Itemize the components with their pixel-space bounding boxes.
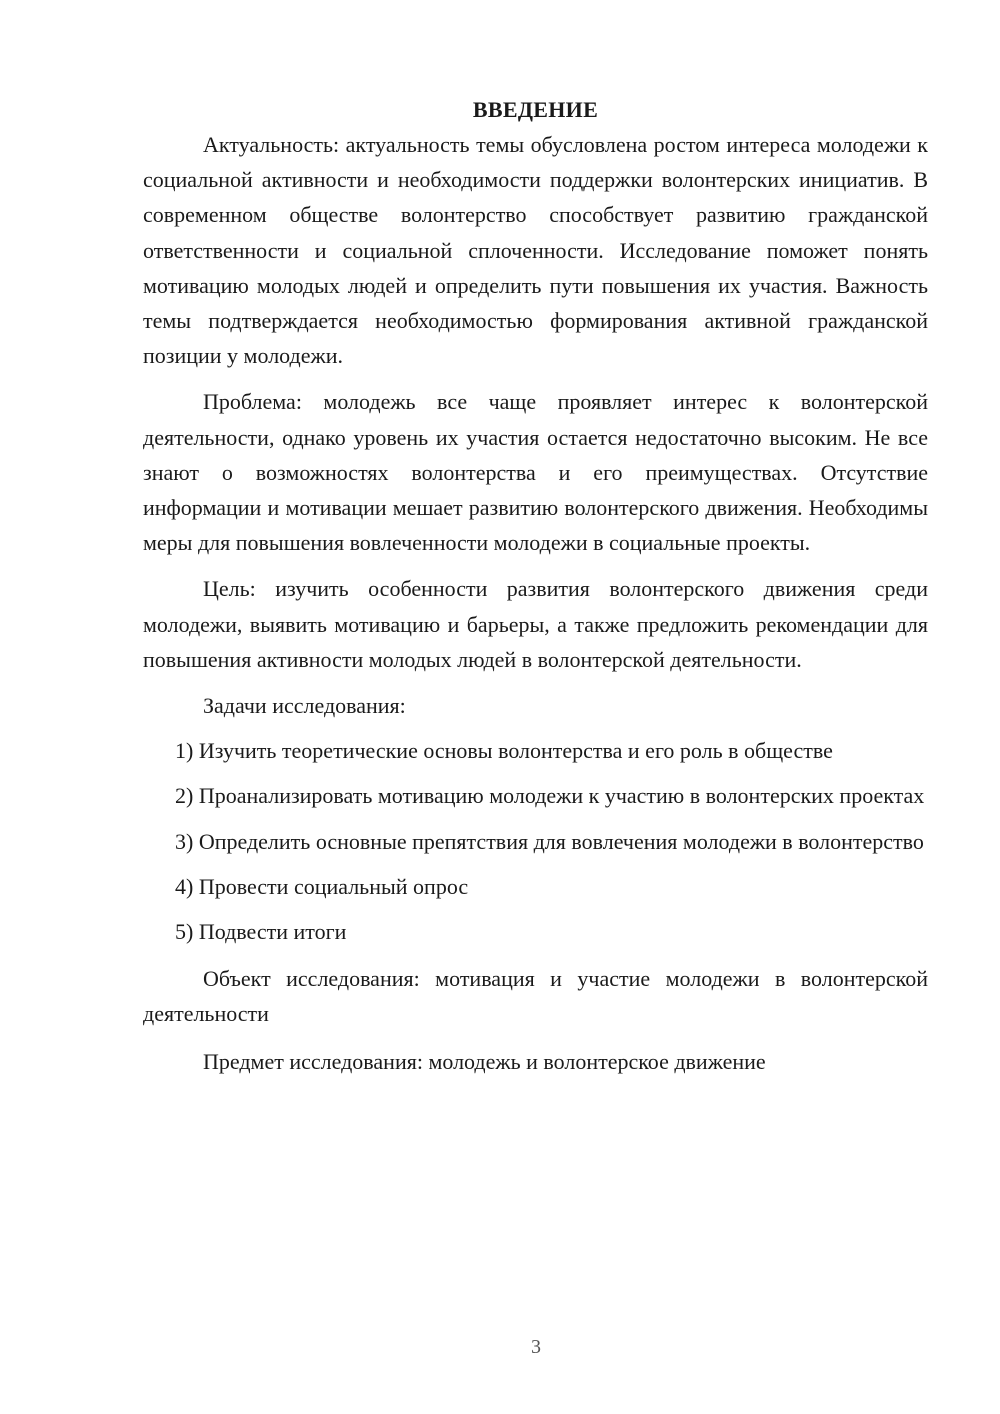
list-item: 1) Изучить теоретические основы волонтерства и его роль в обществе xyxy=(175,738,833,764)
problem-paragraph: Проблема: молодежь все чаще проявляет интерес к волонтерской деятельности, однако уровень их участия остается недостаточно высоким. Не все знают о возможностях волонтерства и его преимуществах. Отсутствие информации и мотивации мешает развитию волонтерского движения. Необходимы меры для повышения вовлеченности молодежи в социальные проекты. xyxy=(143,389,928,556)
page-title: ВВЕДЕНИЕ xyxy=(472,97,599,122)
document-page xyxy=(143,95,928,1079)
list-item: 2) Проанализировать мотивацию молодежи к участию в волонтерских проектах xyxy=(175,783,925,809)
page-number: 3 xyxy=(531,1336,541,1358)
tasks-list xyxy=(143,733,928,949)
list-item: 5) Подвести итоги xyxy=(175,919,347,945)
object-paragraph: Объект исследования: мотивация и участие молодежи в волонтерской деятельности xyxy=(143,966,928,1027)
list-item: 3) Определить основные препятствия для вовлечения молодежи в волонтерство xyxy=(175,828,924,854)
goal-paragraph: Цель: изучить особенности развития волонтерского движения среди молодежи, выявить мотивацию и барьеры, а также предложить рекомендации для повышения активности молодых людей в волонтерской деятельности. xyxy=(143,576,928,672)
tasks-heading: Задачи исследования: xyxy=(203,693,406,719)
subject-paragraph: Предмет исследования: молодежь и волонтерское движение xyxy=(203,1048,766,1074)
relevance-paragraph: Актуальность: актуальность темы обусловлена ростом интереса молодежи к социальной активности и необходимости поддержки волонтерских инициатив. В современном обществе волонтерство способствует развитию гражданской ответственности и социальной сплоченности. Исследование поможет понять мотивацию молодых людей и определить пути повышения их участия. Важность темы подтверждается необходимостью формирования активной гражданской позиции у молодежи. xyxy=(143,132,928,369)
list-item: 4) Провести социальный опрос xyxy=(175,873,469,899)
